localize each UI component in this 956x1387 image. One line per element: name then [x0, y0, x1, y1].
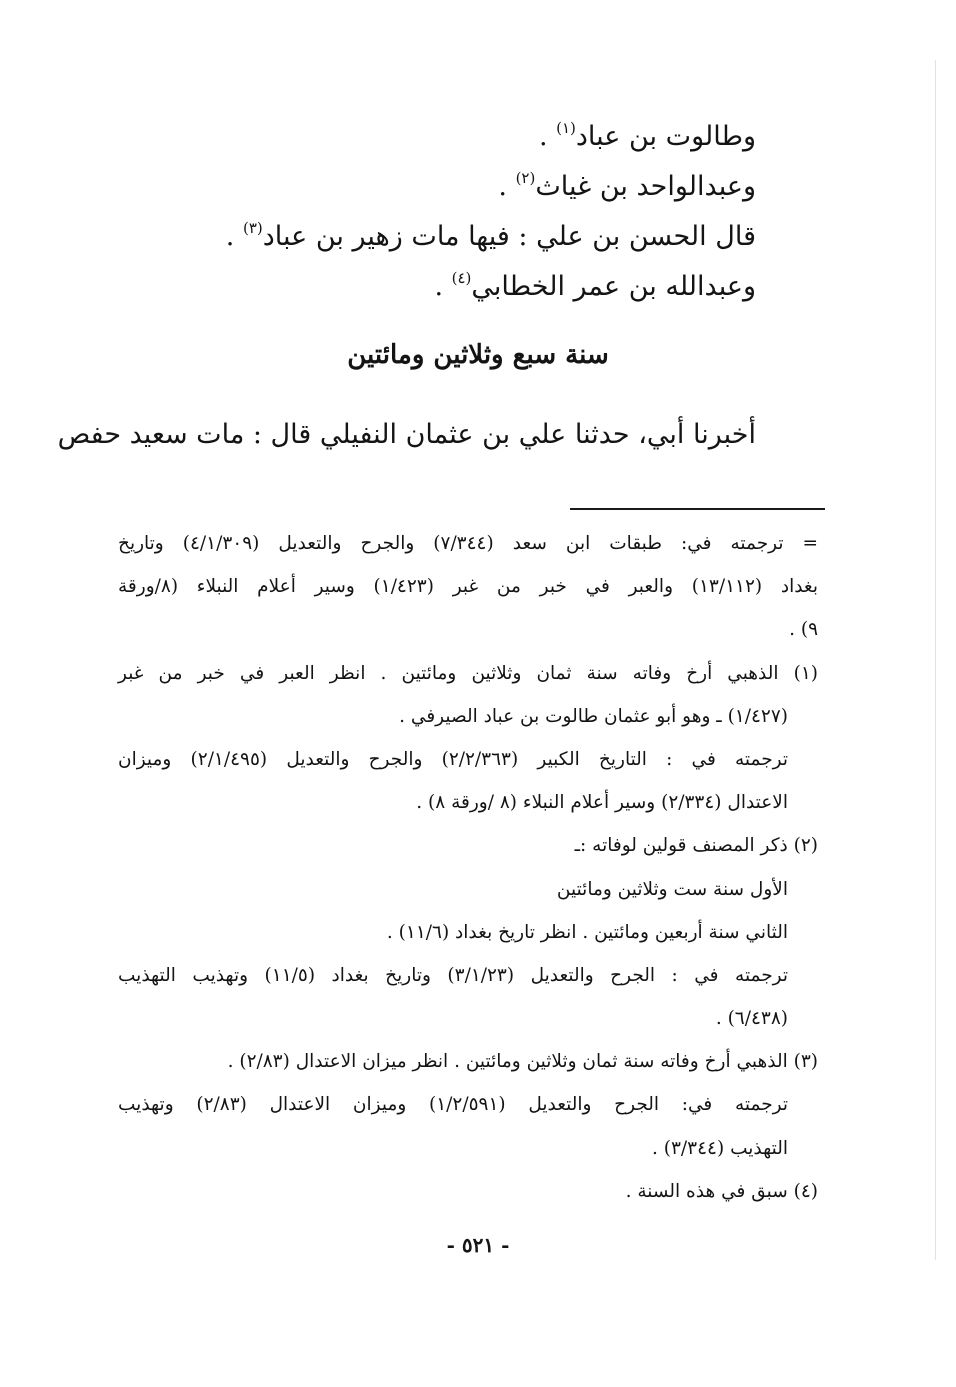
scan-edge-line: [935, 60, 936, 1260]
footnote-line: = ترجمته في: طبقات ابن سعد (٧/٣٤٤) والجرح والتعديل (٤/١/٣٠٩) وتاريخ: [118, 533, 819, 554]
footnote-ref[interactable]: (١): [556, 119, 576, 137]
main-line: وعبدالله بن عمر الخطابي$^{(٤)}$ .: [434, 269, 756, 302]
footnote-line: (٦/٤٣٨) .: [715, 1008, 788, 1030]
footnote-line: ترجمته في : الجرح والتعديل (٣/١/٢٣) وتاريخ بغداد (١١/٥) وتهذيب التهذيب: [118, 964, 789, 986]
footnote-line: الاعتدال (٢/٣٣٤) وسير أعلام النبلاء (٨ /ورقة ٨) .: [416, 792, 788, 814]
footnote-line: ٩) .: [789, 619, 818, 641]
main-line: وطالوت بن عباد$^{(١)}$ .: [538, 119, 756, 152]
main-line: وعبدالواحد بن غياث$^{(٢)}$ .: [498, 169, 756, 202]
footnote-line: (١) الذهبي أرخ وفاته سنة ثمان وثلاثين ومائتين . انظر العبر في خبر من غبر: [118, 662, 818, 684]
footnote-line: بغداد (١٣/١١٢) والعبر في خبر من غبر (١/٤٢٣) وسير أعلام النبلاء (٨/ورقة: [118, 576, 819, 598]
footnote-ref[interactable]: (٢): [515, 169, 536, 187]
footnote-line: التهذيب (٣/٣٤٤) .: [652, 1137, 788, 1159]
footnote-line: (٣) الذهبي أرخ وفاته سنة ثمان وثلاثين ومائتين . انظر ميزان الاعتدال (٢/٨٣) .: [227, 1051, 818, 1073]
main-line: قال الحسن بن علي : فيها مات زهير بن عباد$^{(٣)}$ .: [225, 219, 756, 252]
footnote-line: (١/٤٢٧) ـ وهو أبو عثمان طالوت بن عباد الصيرفي .: [399, 705, 788, 727]
section-heading: سنة سبع وثلاثين ومائتين: [347, 340, 609, 370]
footnote-ref[interactable]: (٣): [242, 219, 263, 237]
footnote-line: ترجمته في : التاريخ الكبير (٢/٢/٣٦٣) والجرح والتعديل (٢/١/٤٩٥) وميزان: [118, 748, 788, 770]
footnotes: [118, 522, 818, 1213]
main-text: [156, 112, 756, 312]
footnote-line: الثاني سنة أربعين ومائتين . انظر تاريخ بغداد (١١/٦) .: [386, 921, 788, 943]
footnote-separator: [570, 508, 825, 510]
footnote-line: (٤) سبق في هذه السنة .: [625, 1180, 818, 1202]
footnote-line: الأول سنة ست وثلاثين ومائتين: [556, 878, 788, 900]
narration-text: أخبرنا أبي، حدثنا علي بن عثمان النفيلي قال : مات سعيد حفص: [57, 419, 756, 450]
page-number: - ٥٢١ -: [446, 1233, 510, 1257]
footnote-line: ترجمته في: الجرح والتعديل (١/٢/٥٩١) وميزان الاعتدال (٢/٨٣) وتهذيب: [118, 1094, 789, 1116]
footnote-ref[interactable]: (٤): [451, 269, 472, 287]
footnote-line: (٢) ذكر المصنف قولين لوفاته :ـ: [574, 835, 818, 857]
